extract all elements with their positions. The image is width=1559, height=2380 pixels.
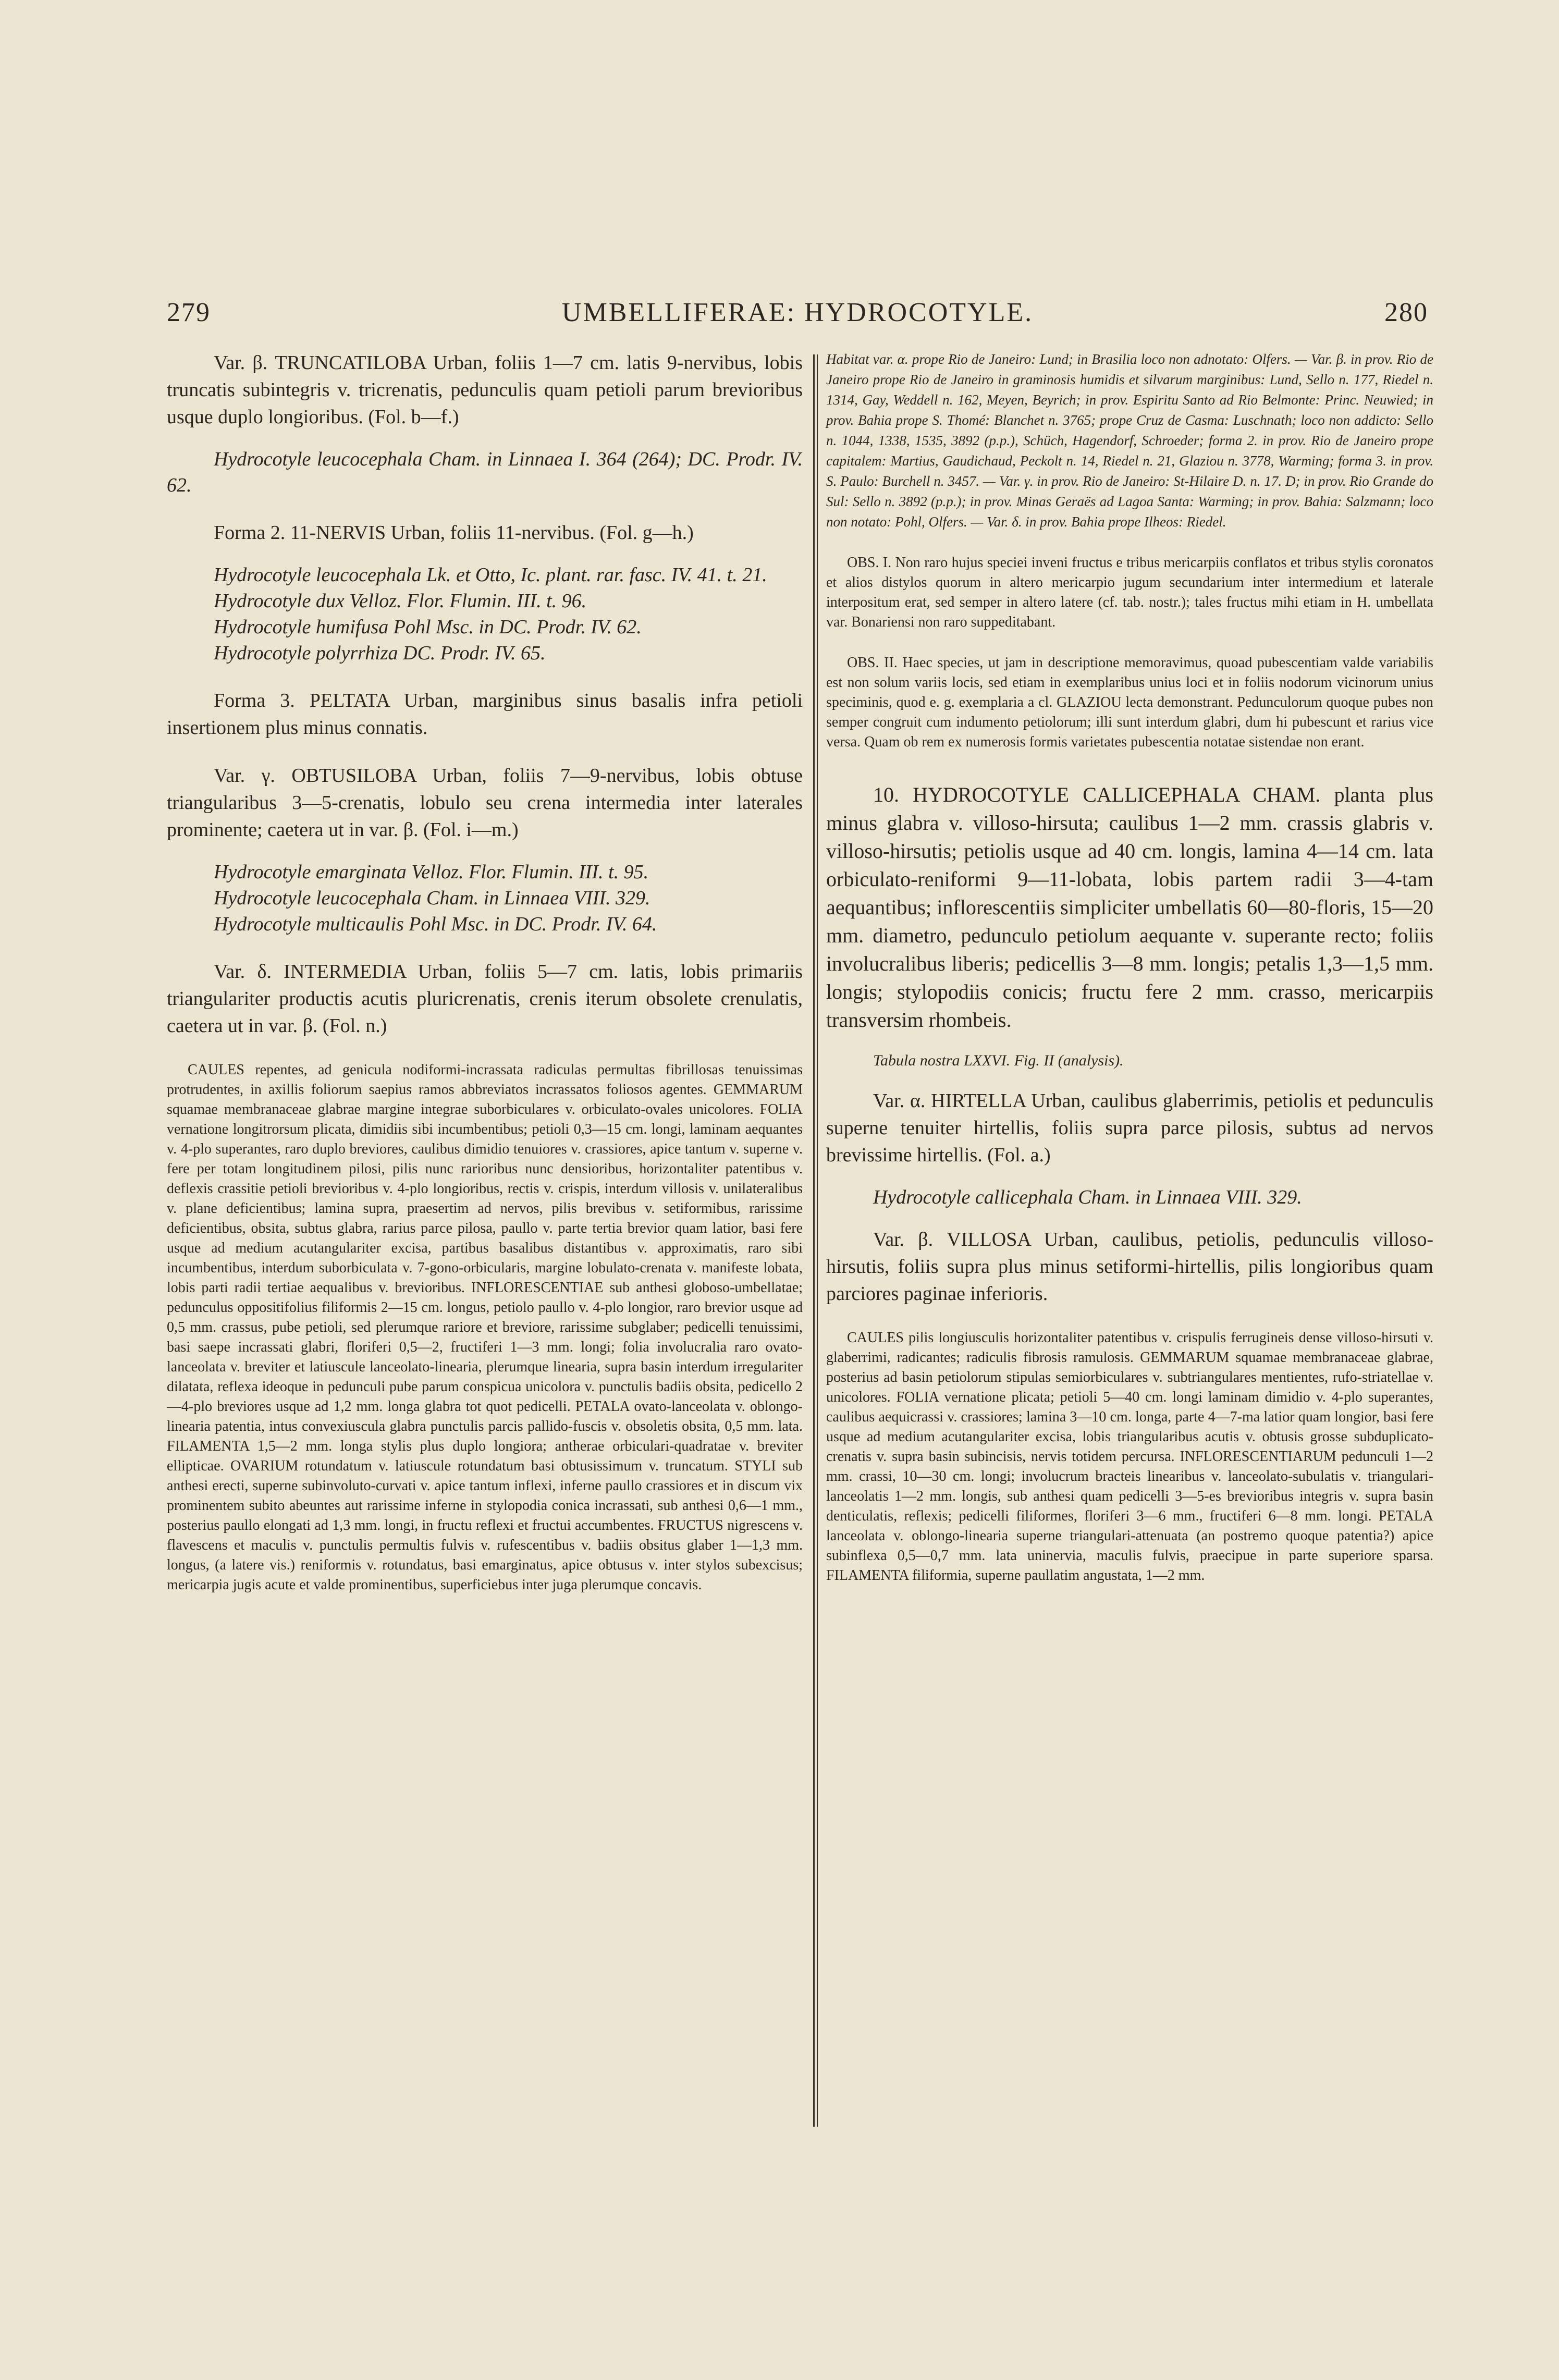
synonym-line: Hydrocotyle callicephala Cham. in Linnaea VIII. 329. [873, 1186, 1302, 1208]
variety-delta-intermedia: Var. δ. INTERMEDIA Urban, foliis 5—7 cm. latis, lobis primariis triangulariter productis acutis pluricrenatis, crenis iterum obsolete crenulatis, caetera ut in var. β. (Fol. n.) [167, 961, 803, 1037]
synonym-line: Hydrocotyle multicaulis Pohl Msc. in DC. Prodr. IV. 64. [214, 913, 657, 935]
forma-2-11-nervis: Forma 2. 11-NERVIS Urban, foliis 11-nervibus. (Fol. g—h.) [214, 522, 694, 544]
synonym-line: Hydrocotyle leucocephala Cham. in Linnaea VIII. 329. [214, 887, 650, 909]
page-header [167, 297, 1428, 334]
synonym-block: Hydrocotyle leucocephala Cham. in Linnaea I. 364 (264); DC. Prodr. IV. 62. [167, 448, 803, 496]
left-page-number: 279 [167, 298, 211, 327]
column-rule-inner [817, 354, 818, 2127]
synonym-line: Hydrocotyle leucocephala Lk. et Otto, Ic. plant. rar. fasc. IV. 41. t. 21. [214, 564, 767, 586]
variety-beta-truncatiloba: Var. β. TRUNCATILOBA Urban, foliis 1—7 cm. latis 9-nervibus, lobis truncatis subintegris v. tricrenatis, pedunculis quam petioli parum brevioribus usque duplo longioribus. (Fol. b—f.) [167, 352, 803, 428]
habitat-paragraph: Habitat var. α. prope Rio de Janeiro: Lund; in Brasilia loco non adnotato: Olfers. — Var. β. in prov. Rio de Janeiro prope Rio de Janeiro in graminosis humidis et silvarum marginibus: Lund, Sello n. 177, Riedel n. 1314, Gay, Weddell n. 162, Meyen, Beyrich; in prov. Espiritu Santo ad Rio Belmonte: Princ. Neuwied; in prov. Bahia prope S. Thomé: Blanchet n. 3765; prope Cruz de Casma: Luschnath; loco non addicto: Sello n. 1044, 1338, 1535, 3892 (p.p.), Schüch, Hagendorf, Schroeder; forma 2. in prov. Rio de Janeiro prope capitalem: Martius, Gaudichaud, Peckolt n. 14, Riedel n. 21, Glaziou n. 3778, Warming; forma 3. in prov. S. Paulo: Burchell n. 3457. — Var. γ. in prov. Rio de Janeiro: St-Hilaire D. n. 17. D; in prov. Rio Grande do Sul: Sello n. 3892 (p.p.); in prov. Minas Geraës ad Lagoa Santa: Warming; in prov. Bahia: Salzmann; loco non notato: Pohl, Olfers. — Var. δ. in prov. Bahia prope Ilheos: Riedel. [826, 351, 1433, 530]
synonym-line: Hydrocotyle humifusa Pohl Msc. in DC. Prodr. IV. 62. [214, 616, 642, 638]
synonym-line: Hydrocotyle polyrrhiza DC. Prodr. IV. 65. [214, 642, 546, 664]
observation-2: OBS. II. Haec species, ut jam in descriptione memoravimus, quoad pubescentiam valde variabilis est non solum variis locis, sed etiam in exemplaribus unius loci et in foliis nodorum vicinorum unius speciminis, quod e. g. exemplaria a cl. GLAZIOU lecta demonstrant. Pedunculorum quoque pubes non semper congruit cum indumento petiolorum; illi sunt interdum glabri, dum hi pubescunt et rarius vice versa. Quam ob rem ex numerosis formis varietates pubescentia notatae sistendae non erant. [826, 655, 1433, 750]
running-title: UMBELLIFERAE: HYDROCOTYLE. [561, 298, 1034, 327]
variety-gamma-obtusiloba: Var. γ. OBTUSILOBA Urban, foliis 7—9-nervibus, lobis obtuse triangularibus 3—5-crenatis, lobulo seu crena intermedia inter laterales prominente; caetera ut in var. β. (Fol. i—m.) [167, 765, 803, 841]
right-column [826, 349, 1433, 1586]
variety-alpha-hirtella: Var. α. HIRTELLA Urban, caulibus glaberrimis, petiolis et pedunculis superne tenuiter hirtellis, foliis supra parce pilosis, subtus ad nervos brevissime hirtellis. (Fol. a.) [826, 1090, 1433, 1166]
species-heading-callicephala: 10. HYDROCOTYLE CALLICEPHALA CHAM. planta plus minus glabra v. villoso-hirsuta; caulibus 1—2 mm. crassis glabris v. villoso-hirsutis; petiolis usque ad 40 cm. longis, lamina 4—14 cm. lata orbiculato-reniformi 9—11-lobata, lobis partem radii 3—4-tam aequantibus; inflorescentiis simpliciter umbellatis 60—80-floris, 15—20 mm. diametro, pedunculo petiolum aequante v. superante recto; foliis involucralibus liberis; pedicellis 3—8 mm. longis; petalis 1,3—1,5 mm. longis; stylopodiis conicis; fructu fere 2 mm. crasso, mericarpiis transversim rhombeis. [826, 783, 1433, 1032]
variety-beta-villosa: Var. β. VILLOSA Urban, caulibus, petiolis, pedunculis villoso-hirsutis, foliis supra plus minus setiformi-hirtellis, pilis longioribus quam parciores paginae inferioris. [826, 1229, 1433, 1305]
plate-reference: Tabula nostra LXXVI. Fig. II (analysis). [873, 1052, 1124, 1069]
observation-1: OBS. I. Non raro hujus speciei inveni fructus e tribus mericarpiis conflatos et tribus stylis coronatos et alios distylos quorum in altero mericarpio jugum secundarium inter intermedium et laterale interpositum erat, sed semper in altero latere (cf. tab. nostr.); tales fructus mihi etiam in H. umbellata var. Bonariensi non raro suppeditabant. [826, 555, 1433, 630]
synonym-line: Hydrocotyle emarginata Velloz. Flor. Flumin. III. t. 95. [214, 861, 649, 883]
species-description: CAULES repentes, ad genicula nodiformi-incrassata radiculas permultas fibrillosas tenuissimas protrudentes, in axillis foliorum saepius ramos abbreviatos incrassatos foliosos agentes. GEMMARUM squamae membranaceae glabrae margine integrae suborbiculares v. orbiculato-ovales unicolores. FOLIA vernatione longitrorsum plicata, dimidiis sibi incumbentibus; petioli 0,3—15 cm. longi, laminam aequantes v. 4-plo superantes, raro duplo breviores, caulibus dimidio tenuiores v. crassiores, apice tantum v. superne v. fere per totam longitudinem pilosi, pilis nunc rarioribus nunc densioribus, horizontaliter patentibus v. deflexis crassitie petioli brevioribus v. 4-plo longioribus, rectis v. crispis, interdum villosis v. unilateralibus v. plane deficientibus; lamina supra, praesertim ad nervos, pilis brevibus v. setiformibus, rarissime deficientibus, obsita, subtus glabra, rarius parce pilosa, paullo v. parte tertia brevior quam latior, basi fere usque ad medium acutangulariter excisa, partibus basalibus distantibus v. approximatis, raro sibi incumbentibus, interdum suborbiculata v. 7-gono-orbicularis, margine lobulato-crenata v. manifeste lobata, lobis parti radii tertiae aequalibus v. brevioribus. INFLORESCENTIAE sub anthesi globoso-umbellatae; pedunculus oppositifolius filiformis 2—15 cm. longus, petiolo paullo v. 4-plo longior, raro brevior usque ad 0,5 mm. crassus, pube petioli, sed plerumque rariore et breviore, rarissime subglaber; pedicelli tenuissimi, basi saepe incrassati glabri, floriferi 0,5—2, fructiferi 1—3 mm. longi; folia involucralia raro ovato-lanceolata v. breviter et latiuscule lanceolato-linearia, plerumque linearia, supra basin interdum irregulariter dilatata, reflexa ideoque in pedunculi pube parum conspicua unicolora v. punctulis badiis obsita, pedicello 2—4-plo breviores usque ad 1,2 mm. longa glabra tot quot pedicelli. PETALA ovato-lanceolata v. oblongo-linearia patentia, intus convexiuscula glabra punctulis parcis pallido-fuscis v. obsoletis obsita, 0,5 mm. lata. FILAMENTA 1,5—2 mm. longa stylis plus duplo longiora; antherae orbiculari-quadratae v. breviter ellipticae. OVARIUM rotundatum v. latiuscule rotundatum basi obtusissimum v. truncatum. STYLI sub anthesi erecti, superne subinvoluto-curvati v. apice tantum inflexi, inferne paullo crassiores et in discum vix prominentem subito abeuntes aut rarissime inferne in stylopodia conica incrassati, sub anthesi 0,6—1 mm., posterius paullo elongati ad 1,3 mm. longi, in fructu reflexi et fructui accumbentes. FRUCTUS nigrescens v. flavescens et maculis v. punctulis permultis fulvis v. rufescentibus v. badiis obsitus glaber 1—1,3 mm. longus, (a latere vis.) reniformis v. rotundatus, basi emarginatus, apice obtusus v. inter stylos subexcisus; mericarpia jugis acute et valde prominentibus, superficiebus inter juga plerumque concavis. [167, 1062, 803, 1593]
right-page-number: 280 [1384, 298, 1428, 327]
forma-3-peltata: Forma 3. PELTATA Urban, marginibus sinus basalis infra petioli insertionem plus minus connatis. [167, 690, 803, 739]
column-rule [813, 354, 815, 2127]
synonym-line: Hydrocotyle dux Velloz. Flor. Flumin. III. t. 96. [214, 590, 587, 612]
left-column [167, 349, 803, 1595]
species-description: CAULES pilis longiusculis horizontaliter patentibus v. crispulis ferrugineis dense villoso-hirsuti v. glaberrimi, radicantes; radiculis fibrosis ramulosis. GEMMARUM squamae membranaceae glabrae, posterius ad basin petiolorum stipulas semiorbiculares v. subtriangulares mentientes, rufo-striatellae v. unicolores. FOLIA vernatione plicata; petioli 5—40 cm. longi laminam dimidio v. 4-plo superantes, caulibus aequicrassi v. crassiores; lamina 3—10 cm. longa, parte 4—7-ma latior quam longior, basi fere usque ad medium acutangulariter excisa, lobis triangularibus acutis v. obtusis grosse subduplicato-crenatis v. supra basin subincisis, nervis totidem percursa. INFLORESCENTIARUM pedunculi 1—2 mm. crassi, 10—30 cm. longi; involucrum bracteis linearibus v. lanceolato-subulatis v. triangulari-lanceolatis 1—2 mm. longis, sub anthesi quam pedicelli 3—5-es brevioribus integris v. supra basin denticulatis, reflexis; pedicelli filiformes, floriferi 3—6 mm., fructiferi 6—8 mm. longi. PETALA lanceolata v. oblongo-linearia superne triangulari-attenuata (an postremo quoque patentia?) apice subinflexa 0,5—0,7 mm. lata uninervia, maculis fulvis, praecipue in parte superiore sparsa. FILAMENTA filiformia, superne paullatim angustata, 1—2 mm. [826, 1330, 1433, 1584]
